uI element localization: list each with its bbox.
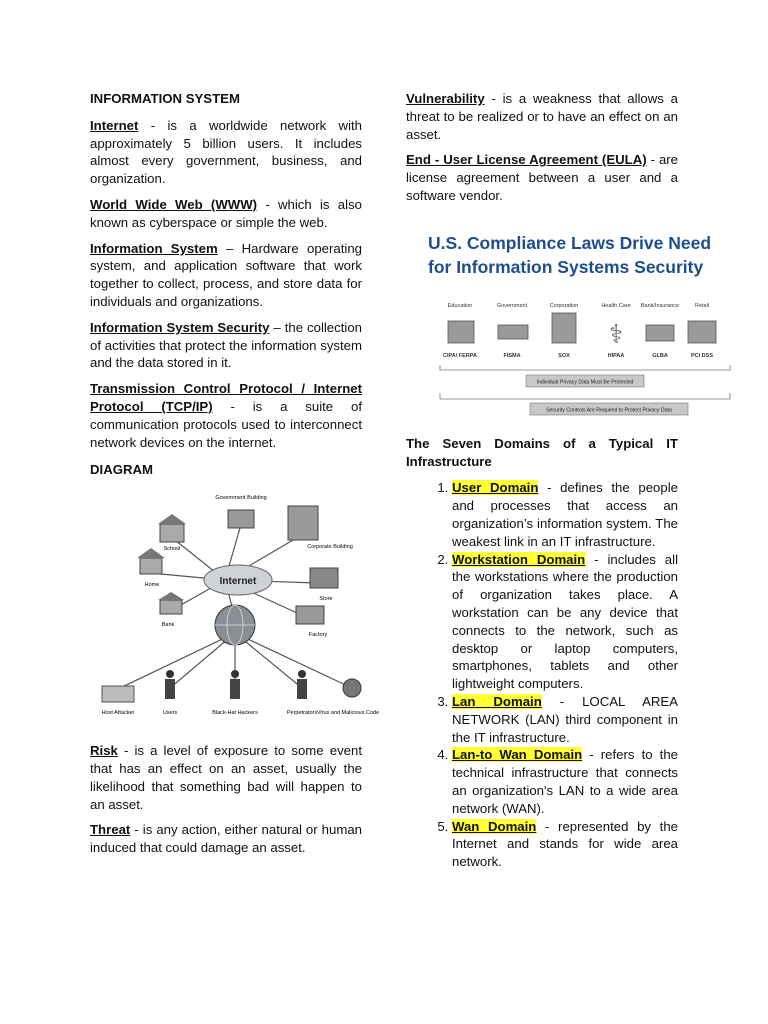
definition-text: – Hardware operating system, and application software that work together to collect, process, and store data for individuals and organizations.	[90, 240, 363, 309]
law-label: CIPA/ FERPA	[442, 352, 478, 359]
home-icon	[140, 558, 162, 574]
node-label: Virus and Malicious Code	[316, 710, 380, 717]
security-bar-label: Security Controls Are Required to Protect Privacy Data	[546, 407, 672, 414]
sector-label: Retail	[694, 302, 710, 309]
term: End - User License Agreement (EULA)	[406, 152, 647, 168]
definition-text: - is a weakness that allows a threat to be realized or to have an effect on an asset.	[406, 91, 678, 142]
domain-term: Workstation Domain	[452, 551, 586, 567]
domain-text: - defines the people and processes that access an organization’s information system. The weakest link in an IT infrastructure.	[452, 480, 678, 549]
diagram-center-label: Internet	[219, 576, 257, 588]
domains-list	[406, 479, 678, 871]
definition-risk	[90, 742, 362, 813]
definition-text: - is a level of exposure to some event that has an effect on an asset, usually the likelihood that something bad will happen to an asset.	[90, 743, 362, 812]
hacker-icon	[230, 679, 240, 699]
domain-text: - refers to the technical infrastructure that connects an organization's LAN to a wide area network (WAN).	[452, 747, 678, 816]
definition-information-system	[90, 240, 362, 311]
bank-icon	[160, 600, 182, 614]
node-label: Corporate Building	[307, 544, 353, 551]
definition-tcpip	[90, 380, 362, 451]
term: Information System Security	[90, 319, 270, 335]
figure-title-line2: for Information Systems Security	[428, 256, 704, 277]
definition-vulnerability	[406, 90, 678, 143]
definition-text: - which is also known as cyberspace or simple the web.	[90, 196, 362, 230]
definition-threat	[90, 821, 362, 857]
node-label: Home	[144, 582, 160, 589]
diagram-heading: DIAGRAM	[90, 462, 154, 478]
term: Internet	[90, 117, 139, 133]
domain-term: Wan Domain	[452, 818, 537, 834]
term: Risk	[90, 743, 118, 759]
node-label: Users	[162, 710, 178, 717]
term: Information System	[90, 240, 218, 256]
store-icon	[310, 568, 338, 588]
privacy-bar-label: Individual Privacy Data Must Be Protected	[536, 379, 634, 386]
sector-label: Government	[496, 302, 528, 309]
school-icon	[160, 524, 184, 542]
government-icon	[498, 325, 528, 339]
node-label: Black-Hat Hackers	[212, 710, 258, 717]
domain-text: - includes all the workstations where the production of organization takes place. A workstation can be any device that connects to the network, such as desktop or laptop computers, smartphones, tablets and other lightweight computers.	[452, 551, 678, 692]
law-label: FISMA	[503, 352, 521, 359]
definition-eula	[406, 151, 678, 204]
domain-term: Lan Domain	[452, 693, 542, 709]
node-label: Government Building	[215, 495, 267, 502]
node-label: Store	[319, 596, 333, 603]
factory-icon	[296, 606, 324, 624]
domain-term: User Domain	[452, 480, 539, 496]
domain-text: - represented by the Internet and stands for wide area network.	[452, 818, 678, 870]
users-icon	[165, 679, 175, 699]
sector-label: Health Care	[601, 302, 631, 309]
definition-text: – the collection of activities that protect the information system and the data stored in it.	[90, 319, 363, 371]
definition-is-security	[90, 319, 362, 372]
node-label: Factory	[308, 632, 328, 639]
node-label: Bank	[161, 622, 175, 629]
virus-icon	[343, 679, 361, 697]
school-icon	[448, 321, 474, 343]
right-column	[406, 90, 714, 871]
left-column	[90, 90, 380, 865]
sector-label: Corporation	[549, 302, 579, 309]
list-item	[452, 551, 678, 693]
sector-label: Bank/Insurance	[640, 302, 680, 309]
caduceus-icon: ⚕	[608, 318, 624, 349]
government-building-icon	[228, 510, 254, 528]
term: World Wide Web (WWW)	[90, 196, 258, 212]
definition-text: - is a worldwide network with approximately 5 billion users. It includes almost every government, business, and organization.	[90, 117, 362, 187]
domain-term: Lan-to Wan Domain	[452, 747, 583, 763]
list-item	[452, 479, 678, 550]
term: Transmission Control Protocol / Internet Protocol (TCP/IP)	[90, 381, 362, 414]
internet-diagram	[90, 488, 380, 728]
perpetrator-icon	[297, 679, 307, 699]
retail-icon	[688, 321, 716, 343]
figure-title-line1: U.S. Compliance Laws Drive Need	[428, 232, 712, 253]
definition-www	[90, 196, 362, 232]
domain-text: - LOCAL AREA NETWORK (LAN) third component in the IT infrastructure.	[452, 693, 679, 745]
list-item	[452, 693, 678, 746]
bank-icon	[646, 325, 674, 341]
compliance-figure	[420, 227, 750, 423]
node-label: Host Attacker	[101, 710, 135, 717]
law-label: HIPAA	[607, 352, 625, 359]
domains-heading: The Seven Domains of a Typical IT Infrastructure	[406, 435, 678, 469]
definition-internet	[90, 117, 362, 188]
definition-text: - are license agreement between a user and a software vendor.	[406, 152, 678, 203]
term: Threat	[90, 822, 131, 838]
law-label: GLBA	[652, 352, 668, 359]
sector-label: Education	[447, 302, 473, 309]
definition-text: - is any action, either natural or human induced that could damage an asset.	[90, 822, 362, 856]
law-label: PCI DSS	[690, 352, 714, 359]
corporate-building-icon	[288, 506, 318, 540]
node-label: School	[163, 546, 181, 553]
list-item	[452, 746, 678, 817]
host-attacker-icon	[102, 686, 134, 702]
corporation-icon	[552, 313, 576, 343]
list-item	[452, 818, 678, 871]
term: Vulnerability	[406, 91, 485, 106]
law-label: SOX	[558, 352, 570, 359]
section-title: INFORMATION SYSTEM	[90, 91, 240, 106]
definition-text: - is a suite of communication protocols used to interconnect network devices on the internet.	[90, 398, 362, 450]
node-label: Perpetrators	[286, 710, 318, 717]
